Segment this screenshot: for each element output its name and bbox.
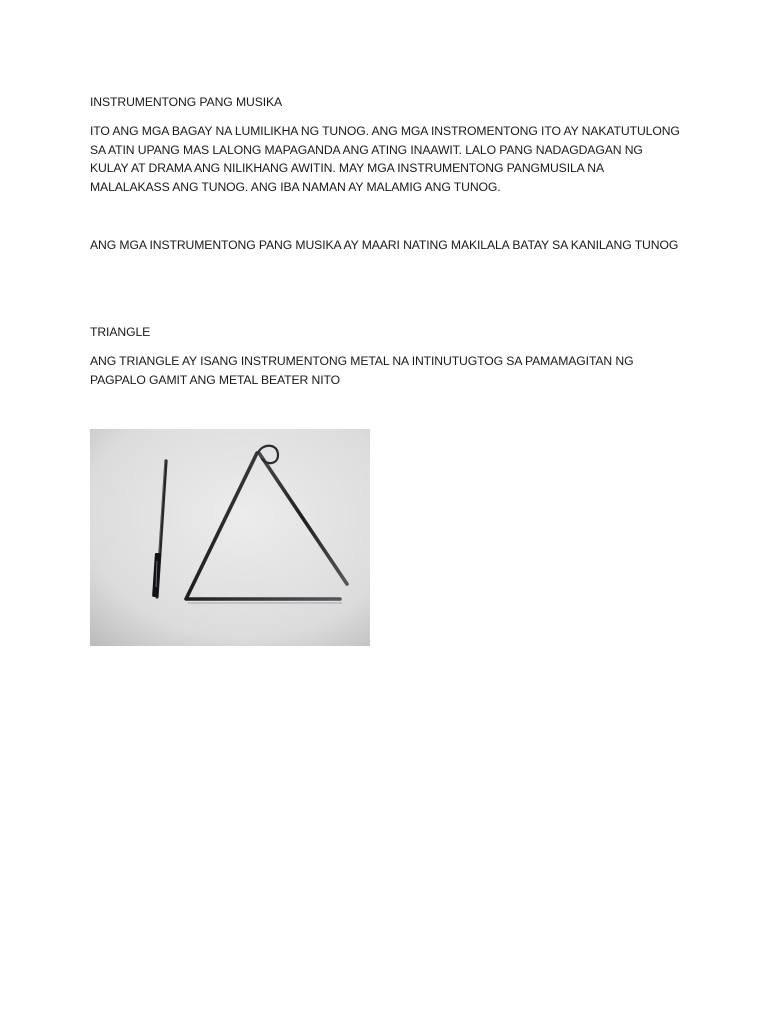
section-title-triangle: TRIANGLE xyxy=(90,325,151,339)
photo-background xyxy=(90,429,370,646)
identify-paragraph: ANG MGA INSTRUMENTONG PANG MUSIKA AY MAARI NATING MAKILALA BATAY SA KANILANG TUNOG xyxy=(90,238,679,252)
triangle-photo xyxy=(90,429,370,646)
section-description-triangle: ANG TRIANGLE AY ISANG INSTRUMENTONG METAL NA INTINUTUGTOG SA PAMAMAGITAN NG PAGPALO GAMIT ANG METAL BEATER NITO xyxy=(90,354,634,387)
document-heading: INSTRUMENTONG PANG MUSIKA xyxy=(90,95,283,109)
intro-paragraph: ITO ANG MGA BAGAY NA LUMILIKHA NG TUNOG. ANG MGA INSTROMENTONG ITO AY NAKATUTULONG SA ATIN UPANG MAS LALONG MAPAGANDA ANG ATING INAAWIT. LALO PANG NADAGDAGAN NG KULAY AT DRAMA ANG NILIKHANG AWITIN. MAY MGA INSTRUMENTONG PANGMUSILA NA MALALAKASS ANG TUNOG. ANG IBA NAMAN AY MALAMIG ANG TUNOG. xyxy=(90,124,680,195)
